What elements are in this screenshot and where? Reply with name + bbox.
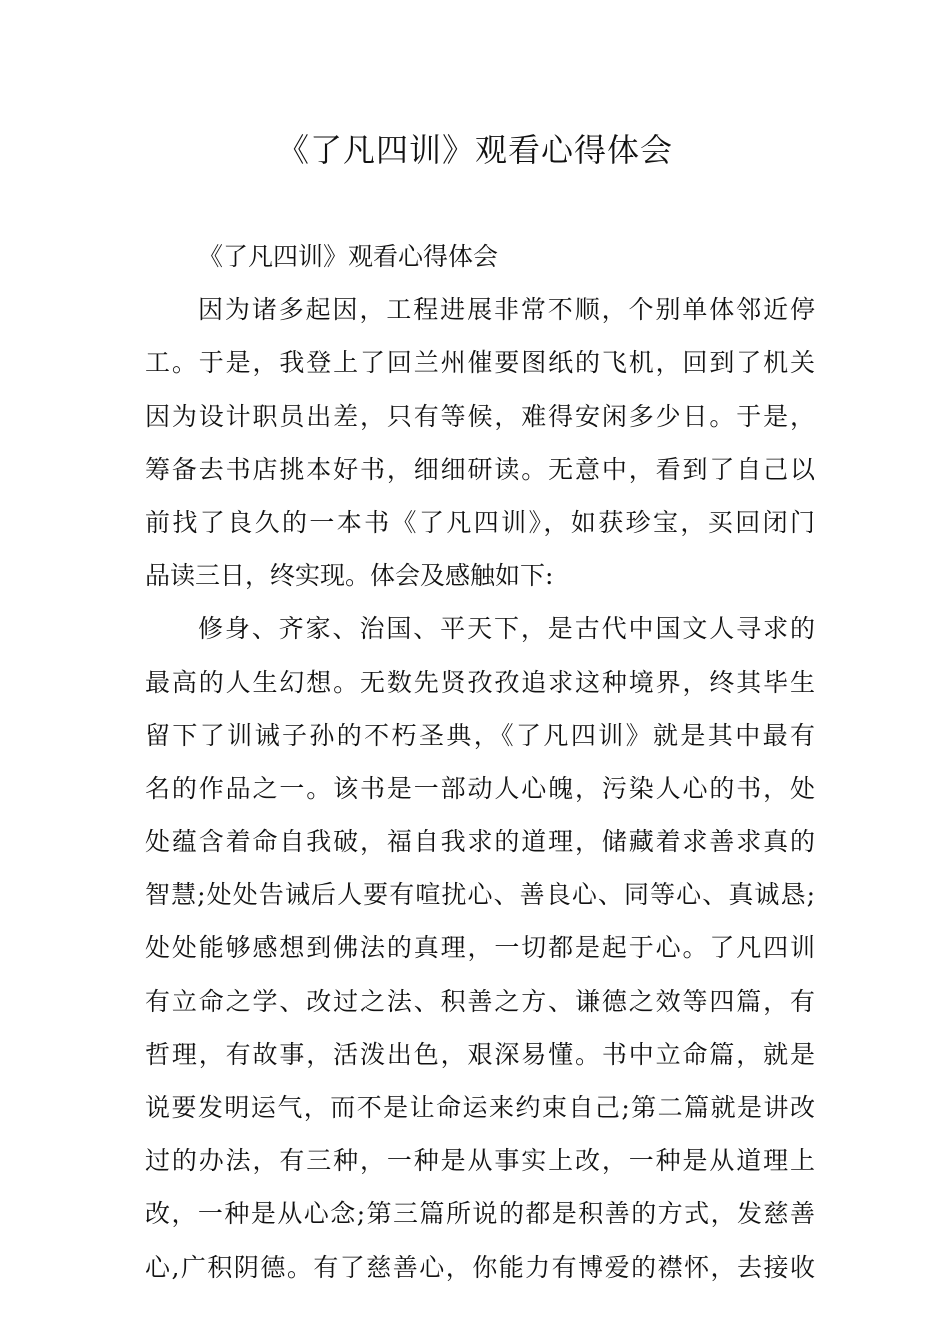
body-line: 有立命之学、改过之法、积善之方、谦德之效等四篇，有 [145,986,815,1016]
body-line: 前找了良久的一本书《了凡四训》，如获珍宝，买回闭门 [145,507,815,537]
body-line: 改，一种是从心念;第三篇所说的都是积善的方式，发慈善 [145,1199,815,1229]
document-title: 《了凡四训》观看心得体会 [276,131,673,169]
body-line: 说要发明运气，而不是让命运来约束自己;第二篇就是讲改 [145,1093,815,1122]
document-body [145,230,815,1294]
body-line: 处处能够感想到佛法的真理，一切都是起于心。了凡四训 [145,933,815,963]
body-line: 最高的人生幻想。无数先贤孜孜追求这种境界，终其毕生 [145,667,815,697]
body-line: 筹备去书店挑本好书，细细研读。无意中，看到了自己以 [145,454,815,484]
body-line-subtitle: 《了凡四训》观看心得体会 [198,242,499,271]
body-line: 因为诸多起因，工程进展非常不顺，个别单体邻近停 [198,295,815,325]
body-line: 哲理，有故事，活泼出色，艰深易懂。书中立命篇，就是 [145,1039,815,1069]
body-line: 修身、齐家、治国、平天下，是古代中国文人寻求的 [198,614,815,644]
body-line: 因为设计职员出差，只有等候，难得安闲多少日。于是， [145,401,815,431]
body-line: 智慧;处处告诫后人要有喧扰心、善良心、同等心、真诚恳; [145,880,815,910]
body-line: 心,广积阴德。有了慈善心，你能力有博爱的襟怀，去接收 [145,1252,815,1282]
body-line: 工。于是，我登上了回兰州催要图纸的飞机，回到了机关 [145,348,815,378]
body-line: 过的办法，有三种，一种是从事实上改，一种是从道理上 [145,1146,815,1176]
body-line: 处蕴含着命自我破，福自我求的道理，储藏着求善求真的 [145,827,815,857]
body-line: 名的作品之一。该书是一部动人心魄，污染人心的书，处 [145,773,815,803]
body-line: 留下了训诫子孙的不朽圣典，《了凡四训》就是其中最有 [145,720,815,750]
body-line: 品读三日，终实现。体会及感触如下: [145,561,554,591]
